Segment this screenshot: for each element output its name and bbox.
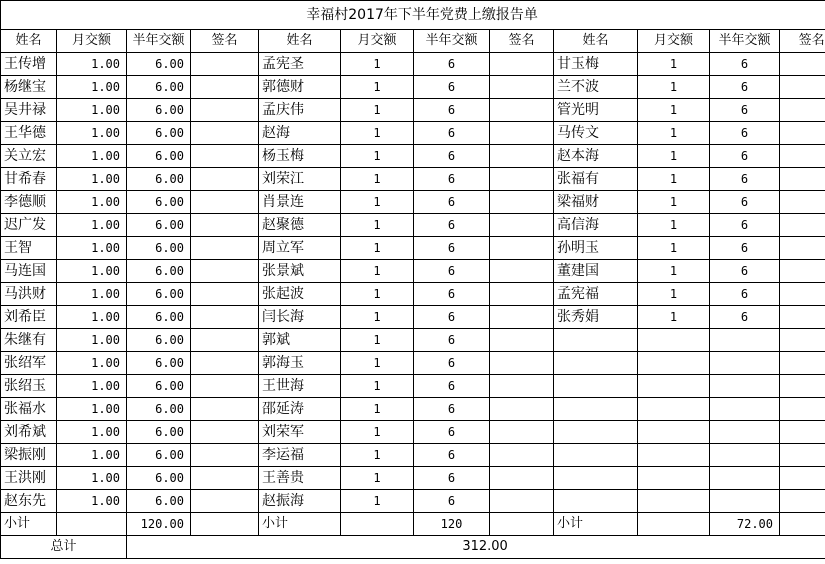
monthly-amount: 1.00: [57, 306, 127, 329]
signature-cell: [490, 375, 554, 398]
member-name: 甘希春: [1, 168, 57, 191]
half-year-amount: 6: [414, 444, 490, 467]
half-year-amount: 6: [710, 76, 780, 99]
half-year-amount: 6: [414, 375, 490, 398]
table-row: [1, 168, 825, 191]
empty-cell: [554, 375, 638, 398]
half-year-amount: 6.00: [127, 444, 191, 467]
subtotal-value: 72.00: [710, 513, 780, 536]
monthly-amount: 1: [341, 444, 414, 467]
half-year-amount: 6: [414, 145, 490, 168]
empty-cell: [710, 352, 780, 375]
half-year-amount: 6.00: [127, 191, 191, 214]
monthly-amount: 1: [341, 53, 414, 76]
monthly-amount: 1: [341, 490, 414, 513]
monthly-amount: 1: [638, 145, 710, 168]
signature-cell: [191, 398, 259, 421]
half-year-amount: 6.00: [127, 352, 191, 375]
signature-header: 签名: [490, 30, 554, 53]
half-year-amount: 6: [710, 260, 780, 283]
empty-cell: [780, 352, 825, 375]
subtotal-row: [1, 513, 825, 536]
half-year-header: 半年交额: [414, 30, 490, 53]
signature-cell: [780, 306, 825, 329]
empty-cell: [638, 375, 710, 398]
signature-cell: [490, 214, 554, 237]
half-year-amount: 6: [414, 260, 490, 283]
member-name: 孟庆伟: [259, 99, 341, 122]
empty-cell: [57, 513, 127, 536]
member-name: 吴井禄: [1, 99, 57, 122]
signature-cell: [780, 53, 825, 76]
empty-cell: [554, 444, 638, 467]
signature-cell: [780, 145, 825, 168]
empty-cell: [710, 444, 780, 467]
monthly-amount: 1.00: [57, 237, 127, 260]
half-year-amount: 6.00: [127, 329, 191, 352]
grand-total-row: [1, 536, 825, 559]
half-year-amount: 6.00: [127, 168, 191, 191]
signature-cell: [780, 168, 825, 191]
empty-cell: [554, 398, 638, 421]
half-year-amount: 6.00: [127, 122, 191, 145]
signature-cell: [191, 375, 259, 398]
monthly-amount: 1: [638, 53, 710, 76]
half-year-amount: 6: [710, 306, 780, 329]
member-name: 刘希臣: [1, 306, 57, 329]
member-name: 梁福财: [554, 191, 638, 214]
monthly-amount: 1.00: [57, 99, 127, 122]
table-row: [1, 76, 825, 99]
signature-cell: [490, 329, 554, 352]
report-title: 幸福村2017年下半年党费上缴报告单: [1, 1, 825, 30]
member-name: 马连国: [1, 260, 57, 283]
member-name: 赵本海: [554, 145, 638, 168]
empty-cell: [554, 421, 638, 444]
member-name: 孙明玉: [554, 237, 638, 260]
member-name: 王智: [1, 237, 57, 260]
table-row: [1, 283, 825, 306]
half-year-amount: 6: [414, 76, 490, 99]
monthly-amount: 1: [341, 329, 414, 352]
monthly-amount: 1.00: [57, 444, 127, 467]
signature-cell: [780, 214, 825, 237]
member-name: 邵延涛: [259, 398, 341, 421]
subtotal-value: 120.00: [127, 513, 191, 536]
member-name: 肖景连: [259, 191, 341, 214]
monthly-amount: 1: [341, 306, 414, 329]
member-name: 甘玉梅: [554, 53, 638, 76]
half-year-amount: 6: [414, 191, 490, 214]
empty-cell: [710, 398, 780, 421]
name-header: 姓名: [1, 30, 57, 53]
table-row: [1, 237, 825, 260]
member-name: 张绍玉: [1, 375, 57, 398]
signature-cell: [490, 260, 554, 283]
signature-cell: [780, 283, 825, 306]
half-year-amount: 6: [414, 467, 490, 490]
monthly-amount: 1.00: [57, 421, 127, 444]
member-name: 刘荣江: [259, 168, 341, 191]
grand-total-value: 312.00: [127, 536, 825, 559]
signature-cell: [191, 76, 259, 99]
table-row: [1, 490, 825, 513]
signature-cell: [780, 99, 825, 122]
member-name: 兰不波: [554, 76, 638, 99]
half-year-amount: 6: [414, 352, 490, 375]
monthly-amount: 1: [341, 375, 414, 398]
signature-cell: [191, 191, 259, 214]
signature-cell: [490, 421, 554, 444]
name-header: 姓名: [259, 30, 341, 53]
signature-cell: [490, 122, 554, 145]
member-name: 王善贵: [259, 467, 341, 490]
empty-cell: [638, 490, 710, 513]
signature-header: 签名: [780, 30, 825, 53]
member-name: 周立军: [259, 237, 341, 260]
member-name: 迟广发: [1, 214, 57, 237]
member-name: 王洪刚: [1, 467, 57, 490]
member-name: 赵聚德: [259, 214, 341, 237]
half-year-header: 半年交额: [127, 30, 191, 53]
monthly-amount: 1.00: [57, 214, 127, 237]
signature-cell: [191, 490, 259, 513]
half-year-amount: 6: [710, 122, 780, 145]
member-name: 赵海: [259, 122, 341, 145]
signature-cell: [191, 260, 259, 283]
member-name: 刘荣军: [259, 421, 341, 444]
half-year-amount: 6.00: [127, 99, 191, 122]
empty-cell: [710, 329, 780, 352]
monthly-amount: 1: [341, 283, 414, 306]
monthly-amount: 1: [638, 283, 710, 306]
member-name: 郭海玉: [259, 352, 341, 375]
half-year-amount: 6.00: [127, 283, 191, 306]
member-name: 朱继有: [1, 329, 57, 352]
signature-cell: [490, 306, 554, 329]
monthly-amount: 1.00: [57, 283, 127, 306]
empty-cell: [638, 513, 710, 536]
table-row: [1, 99, 825, 122]
half-year-amount: 6: [710, 53, 780, 76]
empty-cell: [710, 490, 780, 513]
signature-cell: [191, 99, 259, 122]
monthly-amount: 1: [341, 76, 414, 99]
member-name: 董建国: [554, 260, 638, 283]
monthly-amount: 1: [341, 122, 414, 145]
signature-header: 签名: [191, 30, 259, 53]
table-row: [1, 122, 825, 145]
member-name: 郭斌: [259, 329, 341, 352]
half-year-amount: 6.00: [127, 260, 191, 283]
empty-cell: [638, 398, 710, 421]
monthly-amount: 1.00: [57, 145, 127, 168]
signature-cell: [490, 168, 554, 191]
member-name: 赵振海: [259, 490, 341, 513]
name-header: 姓名: [554, 30, 638, 53]
empty-cell: [554, 329, 638, 352]
empty-cell: [780, 398, 825, 421]
header-row: [1, 30, 825, 53]
empty-cell: [638, 421, 710, 444]
member-name: 王华德: [1, 122, 57, 145]
half-year-amount: 6: [414, 398, 490, 421]
half-year-amount: 6.00: [127, 76, 191, 99]
empty-cell: [710, 467, 780, 490]
signature-cell: [191, 421, 259, 444]
signature-cell: [780, 237, 825, 260]
empty-cell: [710, 421, 780, 444]
table-row: [1, 145, 825, 168]
monthly-amount: 1.00: [57, 191, 127, 214]
signature-cell: [191, 352, 259, 375]
member-name: 张福水: [1, 398, 57, 421]
monthly-amount: 1.00: [57, 260, 127, 283]
member-name: 马洪财: [1, 283, 57, 306]
monthly-amount: 1: [341, 398, 414, 421]
empty-cell: [191, 513, 259, 536]
monthly-amount: 1: [341, 467, 414, 490]
member-name: 梁振刚: [1, 444, 57, 467]
member-name: 杨继宝: [1, 76, 57, 99]
signature-cell: [780, 260, 825, 283]
half-year-amount: 6: [414, 214, 490, 237]
member-name: 杨玉梅: [259, 145, 341, 168]
table-row: [1, 214, 825, 237]
monthly-header: 月交额: [638, 30, 710, 53]
monthly-amount: 1: [341, 168, 414, 191]
signature-cell: [490, 444, 554, 467]
signature-cell: [191, 237, 259, 260]
table-row: [1, 421, 825, 444]
monthly-header: 月交额: [341, 30, 414, 53]
table-row: [1, 444, 825, 467]
empty-cell: [780, 444, 825, 467]
half-year-amount: 6.00: [127, 375, 191, 398]
member-name: 孟宪圣: [259, 53, 341, 76]
monthly-amount: 1.00: [57, 329, 127, 352]
signature-cell: [490, 145, 554, 168]
monthly-amount: 1: [638, 99, 710, 122]
monthly-amount: 1.00: [57, 398, 127, 421]
monthly-amount: 1: [341, 145, 414, 168]
monthly-amount: 1: [341, 99, 414, 122]
monthly-amount: 1: [638, 214, 710, 237]
half-year-amount: 6.00: [127, 237, 191, 260]
signature-cell: [780, 76, 825, 99]
monthly-amount: 1.00: [57, 352, 127, 375]
half-year-amount: 6.00: [127, 490, 191, 513]
monthly-amount: 1.00: [57, 168, 127, 191]
monthly-amount: 1: [638, 122, 710, 145]
monthly-amount: 1: [341, 352, 414, 375]
half-year-amount: 6: [414, 122, 490, 145]
signature-cell: [490, 283, 554, 306]
table-row: [1, 375, 825, 398]
signature-cell: [191, 306, 259, 329]
member-name: 孟宪福: [554, 283, 638, 306]
empty-cell: [490, 513, 554, 536]
signature-cell: [780, 122, 825, 145]
monthly-amount: 1: [341, 421, 414, 444]
empty-cell: [554, 352, 638, 375]
monthly-amount: 1: [638, 237, 710, 260]
monthly-amount: 1: [341, 260, 414, 283]
signature-cell: [490, 99, 554, 122]
monthly-amount: 1.00: [57, 76, 127, 99]
monthly-amount: 1: [638, 306, 710, 329]
empty-cell: [341, 513, 414, 536]
subtotal-value: 120: [414, 513, 490, 536]
member-name: 郭德财: [259, 76, 341, 99]
monthly-amount: 1.00: [57, 467, 127, 490]
empty-cell: [710, 375, 780, 398]
empty-cell: [638, 444, 710, 467]
table-row: [1, 260, 825, 283]
member-name: 管光明: [554, 99, 638, 122]
member-name: 王世海: [259, 375, 341, 398]
half-year-header: 半年交额: [710, 30, 780, 53]
monthly-amount: 1.00: [57, 53, 127, 76]
half-year-amount: 6: [414, 53, 490, 76]
member-name: 张福有: [554, 168, 638, 191]
half-year-amount: 6: [414, 168, 490, 191]
empty-cell: [554, 490, 638, 513]
monthly-amount: 1: [638, 260, 710, 283]
half-year-amount: 6: [710, 99, 780, 122]
signature-cell: [191, 283, 259, 306]
half-year-amount: 6: [710, 145, 780, 168]
half-year-amount: 6.00: [127, 214, 191, 237]
table-row: [1, 398, 825, 421]
monthly-amount: 1.00: [57, 375, 127, 398]
table-row: [1, 352, 825, 375]
signature-cell: [191, 168, 259, 191]
title-row: [1, 1, 825, 30]
signature-cell: [191, 145, 259, 168]
member-name: 李德顺: [1, 191, 57, 214]
member-name: 张起波: [259, 283, 341, 306]
half-year-amount: 6: [414, 490, 490, 513]
half-year-amount: 6: [414, 421, 490, 444]
signature-cell: [191, 467, 259, 490]
signature-cell: [191, 214, 259, 237]
half-year-amount: 6: [414, 283, 490, 306]
half-year-amount: 6: [710, 191, 780, 214]
table-row: [1, 53, 825, 76]
signature-cell: [490, 53, 554, 76]
member-name: 刘希斌: [1, 421, 57, 444]
empty-cell: [554, 467, 638, 490]
half-year-amount: 6.00: [127, 53, 191, 76]
half-year-amount: 6.00: [127, 398, 191, 421]
member-name: 张景斌: [259, 260, 341, 283]
member-name: 关立宏: [1, 145, 57, 168]
half-year-amount: 6: [710, 237, 780, 260]
grand-total-label: 总计: [1, 536, 127, 559]
member-name: 李运福: [259, 444, 341, 467]
empty-cell: [638, 329, 710, 352]
monthly-amount: 1: [341, 214, 414, 237]
empty-cell: [780, 421, 825, 444]
table-row: [1, 467, 825, 490]
member-name: 赵东先: [1, 490, 57, 513]
empty-cell: [780, 490, 825, 513]
signature-cell: [490, 490, 554, 513]
monthly-amount: 1: [638, 191, 710, 214]
empty-cell: [780, 513, 825, 536]
half-year-amount: 6.00: [127, 421, 191, 444]
signature-cell: [780, 191, 825, 214]
signature-cell: [191, 122, 259, 145]
empty-cell: [780, 375, 825, 398]
half-year-amount: 6: [710, 168, 780, 191]
empty-cell: [780, 329, 825, 352]
signature-cell: [191, 444, 259, 467]
empty-cell: [780, 467, 825, 490]
empty-cell: [638, 467, 710, 490]
signature-cell: [490, 237, 554, 260]
monthly-amount: 1: [638, 168, 710, 191]
monthly-amount: 1.00: [57, 490, 127, 513]
half-year-amount: 6.00: [127, 306, 191, 329]
signature-cell: [490, 398, 554, 421]
table-row: [1, 191, 825, 214]
member-name: 闫长海: [259, 306, 341, 329]
empty-cell: [638, 352, 710, 375]
signature-cell: [490, 352, 554, 375]
member-name: 马传文: [554, 122, 638, 145]
table-row: [1, 306, 825, 329]
subtotal-label: 小计: [554, 513, 638, 536]
half-year-amount: 6: [710, 214, 780, 237]
half-year-amount: 6: [414, 306, 490, 329]
table-row: [1, 329, 825, 352]
signature-cell: [490, 467, 554, 490]
half-year-amount: 6.00: [127, 145, 191, 168]
member-name: 张秀娟: [554, 306, 638, 329]
monthly-amount: 1: [341, 237, 414, 260]
half-year-amount: 6.00: [127, 467, 191, 490]
half-year-amount: 6: [414, 329, 490, 352]
subtotal-label: 小计: [259, 513, 341, 536]
signature-cell: [191, 53, 259, 76]
monthly-amount: 1.00: [57, 122, 127, 145]
member-name: 王传增: [1, 53, 57, 76]
monthly-amount: 1: [638, 76, 710, 99]
monthly-amount: 1: [341, 191, 414, 214]
monthly-header: 月交额: [57, 30, 127, 53]
signature-cell: [490, 76, 554, 99]
member-name: 高信海: [554, 214, 638, 237]
half-year-amount: 6: [414, 237, 490, 260]
member-name: 张绍军: [1, 352, 57, 375]
half-year-amount: 6: [710, 283, 780, 306]
half-year-amount: 6: [414, 99, 490, 122]
signature-cell: [490, 191, 554, 214]
signature-cell: [191, 329, 259, 352]
subtotal-label: 小计: [1, 513, 57, 536]
